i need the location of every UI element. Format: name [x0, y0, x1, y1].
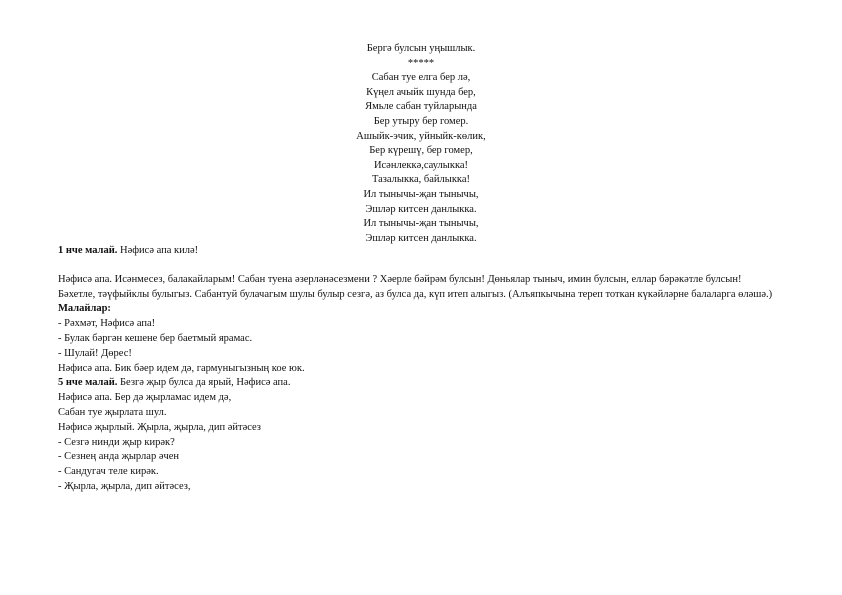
speech-paragraph: Нәфисә апа. Исәнмесез, балакайларым! Сабан туена әзерләнәсезмени ? Хәерле бәйрәм булсын! Дөньялар тыныч, имин булсын, еллар бәрәкәтле булсын! Бәхетле, тәүфыйклы булыгыз. Сабантуй булачагым шулы булыр сезгә, аз булса да, күп итеп алыгыз. (Алъяпкычына тереп тоткан күкәйләрне балаларга өләшә.) [58, 273, 773, 300]
poem-line: Бер күрешү, бер гомер, [369, 145, 473, 157]
speech-line: Нәфисә апа. Бик бәер идем дә, гармуныгызның кое юк. [58, 362, 305, 374]
song-line: - Сезгә нинди җыр кирәк? [58, 436, 175, 448]
reply-line: - Рәхмәт, Нәфисә апа! [58, 318, 156, 330]
poem-line: Эшләр китсен данлыкка. [365, 203, 477, 215]
song-line: - Сандугач теле кирәк. [58, 466, 159, 478]
poem-line: Сабан туе елга бер лә, [371, 72, 471, 84]
speaker-text: Безгә җыр булса да ярый, Нәфисә апа. [117, 377, 291, 389]
song-line: - Җырла, җырла, дип әйтәсез, [58, 480, 191, 492]
poem-line: Ил тынычы-җан тынычы, [363, 218, 479, 230]
poem-line: Исәнлеккә,саулыкка! [373, 159, 469, 171]
poem-line: Бер утыру бер гомер. [373, 115, 469, 127]
scene-line-5 [58, 376, 778, 391]
poem-separator: ***** [407, 57, 435, 69]
poem-line: Тазалыкка, байлыкка! [371, 174, 471, 186]
poem [0, 42, 842, 246]
poem-line: Ил тынычы-җан тынычы, [363, 188, 479, 200]
poem-line: Ямьле сабан туйларында [365, 101, 477, 113]
song-line: Сабан туе җырлата шул. [58, 406, 167, 418]
song-line: Нәфисә җырлый. Җырла, җырла, дип әйтәсез [58, 421, 261, 433]
poem-line: Эшләр китсен данлыкка. [365, 232, 477, 244]
scene-line-1 [58, 244, 778, 259]
song-line: - Сезнең анда җырлар әчен [58, 451, 180, 463]
poem-line: Ашыйк-эчик, уйныйк-көлик, [356, 130, 486, 142]
speaker-text: Нәфисә апа килә! [117, 245, 199, 256]
play-text [58, 244, 778, 495]
reply-line: - Шулай! Дөрес! [58, 347, 132, 359]
poem-line: Күңел ачыйк шунда бер, [366, 86, 476, 98]
speaker-label: 5 нче малай. [58, 377, 118, 389]
poem-line: Бергә булсын уңышлык. [366, 43, 476, 54]
children-label: Малайлар: [58, 303, 111, 315]
reply-line: - Булак бәргән кешене бер баетмый ярамас. [58, 332, 253, 344]
song-line: Нәфисә апа. Бер дә җырламас идем дә, [58, 392, 232, 404]
speaker-label: 1 нче малай. [58, 245, 118, 256]
